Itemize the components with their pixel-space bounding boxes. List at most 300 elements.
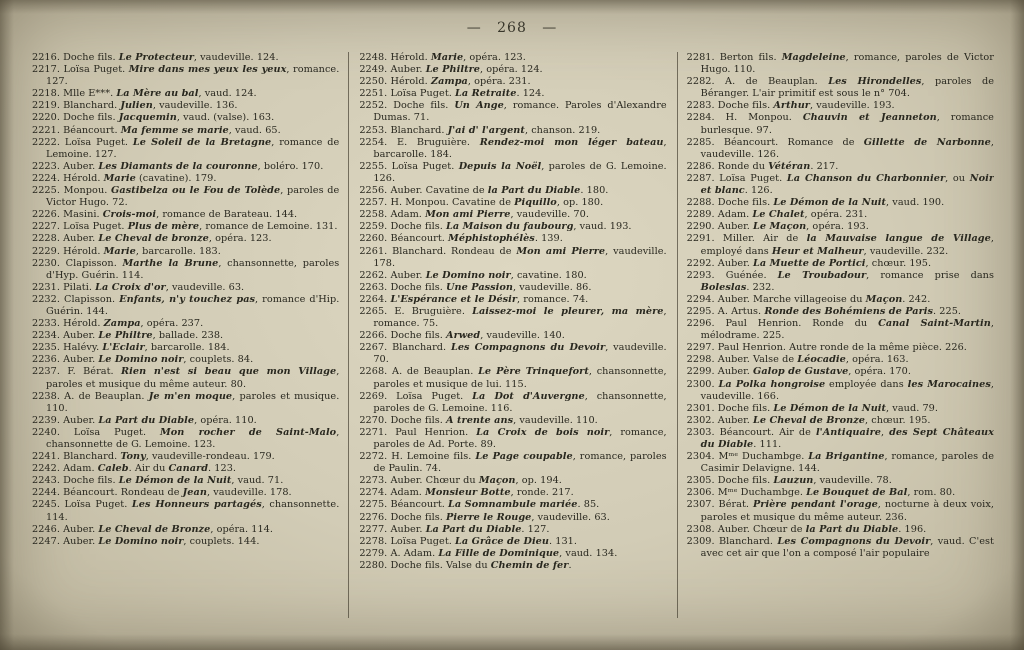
index-entry [32, 100, 339, 112]
work-title: Zampa [430, 76, 468, 88]
scan-shadow-left [0, 0, 14, 650]
work-title: Gillette de Narbonne [863, 136, 991, 148]
entry-text: , barcarolle. 183. [135, 245, 221, 257]
index-entry [359, 524, 666, 536]
entry-text: 2278. Loïsa Puget. [359, 535, 456, 547]
entry-text: 2265. E. Bruguière. [359, 305, 473, 317]
index-entry [687, 427, 994, 451]
index-entry [32, 88, 339, 100]
index-entry [32, 499, 339, 523]
entry-text: 2289. Adam. [686, 209, 753, 221]
entry-text: . 180. [580, 185, 609, 197]
index-entry [687, 366, 994, 378]
work-title: Les Honneurs partagés [131, 499, 262, 511]
work-title: Plus de mère [127, 221, 200, 233]
index-entry [32, 52, 339, 64]
entry-text: 2238. A. de Beauplan. [32, 390, 149, 402]
entry-text: 2301. Doche fils. [686, 402, 774, 414]
entry-text: , barcarolle. 184. [144, 342, 230, 354]
work-title: La Maison du faubourg [446, 221, 574, 233]
work-title: La Dot d'Auvergne [472, 390, 585, 402]
entry-text: 2269. Loïsa Puget. [359, 390, 473, 402]
entry-text: , vaud. 134. [559, 547, 618, 559]
index-entry [359, 161, 666, 185]
work-title: Le Philtre [98, 330, 153, 342]
entry-text: , paroles et musique du même auteur. 80. [46, 366, 340, 390]
work-title: Mire dans mes yeux les yeux [128, 64, 287, 76]
entry-text: 2270. Doche fils. [359, 414, 447, 426]
entry-text: , chœur. 195. [865, 257, 932, 269]
entry-text: 2225. Monpou. [32, 185, 112, 197]
entry-text: 2306. Mᵐᵉ Duchambge. [686, 487, 807, 499]
entry-text: , paroles de Béranger. L'air primitif est sous le n° 704. [700, 76, 994, 100]
index-entry [32, 330, 339, 342]
work-title: la Part du Diable [805, 523, 899, 535]
entry-text: , romance. 75. [373, 305, 667, 330]
work-title: La Croix de bois noir [476, 426, 610, 438]
index-entry [687, 197, 994, 209]
entry-text: , vaudeville. 136. [152, 100, 238, 112]
entry-text: , barcarolle. 184. [373, 136, 667, 160]
entry-text: 2271. Paul Henrion. [359, 426, 477, 438]
entry-text: 2282. A. de Beauplan. [686, 76, 829, 88]
entry-text: 2267. Blanchard. [359, 342, 451, 354]
entry-text: . [568, 559, 572, 571]
index-entry [359, 391, 666, 415]
work-title: La Muette de Portici [753, 257, 866, 269]
index-entry [32, 185, 339, 209]
work-title: Marthe la Brune [122, 257, 219, 269]
entry-text: 2294. Auber. Marche villageoise du [686, 293, 866, 305]
entry-text: 2240. Loïsa Puget. [32, 426, 160, 438]
work-title: Un Ange [454, 100, 504, 112]
work-title: La Somnambule mariée [448, 499, 578, 511]
index-entry [359, 100, 666, 124]
entry-text: (cavatine). 179. [135, 172, 217, 184]
work-title: Les Compagnons du Devoir [450, 342, 606, 354]
entry-text: . 196. [898, 523, 927, 535]
entry-text: , [880, 426, 890, 438]
entry-text: 2308. Auber. Chœur de [686, 523, 806, 535]
entry-text: . 127. [521, 523, 550, 535]
entry-text: 2298. Auber. Valse de [686, 354, 798, 366]
index-entry [359, 233, 666, 245]
index-entry [687, 451, 994, 475]
work-title: les Marocaines [907, 378, 991, 390]
index-entry [687, 499, 994, 523]
index-entry [359, 185, 666, 197]
entry-text: 2297. Paul Henrion. Autre ronde de la même pièce. 226. [686, 342, 967, 354]
entry-text: , romance de Barateau. 144. [156, 209, 298, 221]
entry-text: , chansonnette, paroles et musique de lui. 115. [373, 366, 667, 390]
work-title: Les Hirondelles [828, 76, 922, 88]
work-title: A trente ans [446, 414, 514, 426]
work-title: la Mauvaise langue de Village [806, 233, 991, 245]
work-title: Méphistophélès [448, 233, 535, 245]
entry-text: 2304. Mᵐᵉ Duchambge. [686, 451, 809, 463]
entry-text: , romance. 127. [46, 64, 340, 88]
entry-text: , opéra. 123. [463, 52, 526, 63]
work-title: Les Diamants de la couronne [98, 160, 258, 172]
entry-text: 2226. Masini. [32, 209, 103, 221]
index-entry [359, 209, 666, 221]
index-entry [687, 475, 994, 487]
entry-text: 2275. Béancourt. [359, 499, 449, 511]
entry-text: 2243. Doche fils. [32, 475, 119, 487]
entry-text: 2242. Adam. [32, 463, 98, 475]
work-title: La Brigantine [808, 451, 885, 463]
work-title: Canal Saint-Martin [878, 318, 991, 330]
column-middle [348, 52, 677, 618]
entry-text: , rom. 80. [907, 487, 956, 499]
work-title: Marie [103, 172, 136, 184]
entry-text: . 123. [208, 463, 237, 475]
index-entry [687, 52, 994, 76]
work-title: Le Père Trinquefort [478, 366, 589, 378]
entry-text: 2234. Auber. [32, 330, 99, 342]
entry-text: , cavatine. 180. [510, 269, 587, 281]
entry-text: 2290. Auber. [686, 221, 754, 233]
entry-text: 2236. Auber. [32, 354, 99, 366]
index-entry [359, 342, 666, 366]
work-title: La Chanson du Charbonnier [786, 172, 946, 184]
entry-text: , vaud. 190. [886, 197, 945, 209]
work-title: Pierre le Rouge [446, 511, 532, 523]
entry-text: 2253. Blanchard. [359, 124, 448, 136]
index-entry [32, 258, 339, 282]
index-entry [359, 76, 666, 88]
entry-text: 2223. Auber. [32, 160, 99, 172]
entry-text: 2262. Auber. [359, 269, 426, 281]
work-title: Vétéran [768, 160, 811, 172]
index-entry [687, 342, 994, 354]
index-entry [32, 391, 339, 415]
entry-text: 2227. Loïsa Puget. [32, 221, 128, 233]
entry-text: , romance burlesque. 97. [700, 112, 994, 136]
entry-text: 2247. Auber. [32, 535, 99, 547]
entry-text: . 232. [746, 281, 775, 293]
entry-text: , vaudeville. 124. [193, 52, 279, 63]
entry-text: , romance de Lemoine. 127. [46, 136, 340, 160]
work-title: Rien n'est si beau que mon Village [121, 366, 337, 378]
entry-text: . 139. [534, 233, 563, 245]
index-entry [359, 306, 666, 330]
text-columns [32, 52, 994, 618]
work-title: Le Troubadour [777, 269, 867, 281]
index-entry [687, 258, 994, 270]
entry-text: . 111. [753, 439, 782, 450]
entry-text: , vaud. 65. [228, 124, 281, 136]
work-title: Caleb [97, 463, 129, 475]
entry-text: , romance prise dans [866, 269, 994, 281]
index-entry [32, 463, 339, 475]
work-title: Le Maçon [753, 221, 807, 233]
index-entry [32, 173, 339, 185]
entry-text: , paroles de Victor Hugo. 72. [46, 185, 340, 209]
entry-text: , op. 180. [556, 197, 604, 209]
entry-text: , paroles de G. Lemoine. 126. [373, 160, 667, 184]
entry-text: 2303. Béancourt. Air de [686, 426, 816, 438]
entry-text: , opéra. 231. [804, 209, 868, 221]
entry-text: 2237. F. Bérat. [32, 366, 122, 378]
index-entry [687, 173, 994, 197]
work-title: des Sept Châteaux du Diable [700, 426, 994, 450]
index-entry [359, 366, 666, 390]
entry-text: 2220. Doche fils. [32, 112, 119, 124]
index-entry [359, 499, 666, 511]
entry-text: 2264. [359, 293, 391, 305]
entry-text: 2272. H. Lemoine fils. [359, 451, 476, 463]
entry-text: 2286. Ronde du [686, 160, 769, 172]
work-title: Léocadie [797, 354, 846, 366]
work-title: La Part du Diable [425, 523, 522, 535]
entry-text: 2245. Loïsa Puget. [32, 499, 132, 511]
work-title: Le Philtre [425, 64, 480, 76]
work-title: Magdeleine [781, 52, 846, 63]
entry-text: 2219. Blanchard. [32, 100, 121, 112]
entry-text: 2273. Auber. Chœur du [359, 475, 479, 487]
entry-text: 2307. Bérat. [686, 499, 753, 511]
entry-text: 2251. Loïsa Puget. [359, 88, 456, 100]
entry-text: 2222. Loïsa Puget. [32, 136, 133, 148]
index-entry [359, 282, 666, 294]
index-entry [687, 294, 994, 306]
entry-text: , chanson. 219. [524, 124, 601, 136]
index-entry [359, 451, 666, 475]
work-title: Arthur [773, 100, 810, 112]
work-title: Mon ami Pierre [516, 245, 606, 257]
index-entry [359, 125, 666, 137]
entry-text: , romance, paroles de Casimir Delavigne. 144. [700, 451, 994, 475]
work-title: Le Cheval de bronze [98, 233, 209, 245]
entry-text: 2249. Auber. [359, 64, 426, 76]
entry-text: 2285. Béancourt. Romance de [686, 136, 864, 148]
index-entry [359, 548, 666, 560]
entry-text: 2239. Auber. [32, 414, 99, 426]
entry-text: , vaud. C'est avec cet air que l'on a composé l'air populaire [700, 535, 994, 559]
entry-text: 2221. Béancourt. [32, 124, 121, 136]
entry-text: 2258. Adam. [359, 209, 426, 221]
index-entry [687, 524, 994, 536]
index-entry [32, 161, 339, 173]
entry-text: , romance. Paroles d'Alexandre Dumas. 71. [373, 100, 667, 124]
index-entry [32, 294, 339, 318]
entry-text: , romance, paroles de Paulin. 74. [373, 451, 667, 475]
entry-text: 2266. Doche fils. [359, 330, 447, 342]
work-title: Les Compagnons du Devoir [777, 535, 931, 547]
entry-text: , romance, paroles de Victor Hugo. 110. [700, 52, 994, 76]
scan-shadow-right [1010, 0, 1024, 650]
index-entry [32, 354, 339, 366]
work-title: Le Protecteur [118, 52, 194, 63]
work-title: J'ai d' l'argent [447, 124, 525, 136]
work-title: Crois-moi [102, 209, 157, 221]
work-title: La Mère au bal [116, 88, 199, 100]
work-title: Chemin de fer [490, 559, 569, 571]
entry-text: . 85. [577, 499, 600, 511]
entry-text: 2256. Auber. Cavatine de [359, 185, 488, 197]
index-entry [687, 209, 994, 221]
index-entry [359, 536, 666, 548]
index-entry [32, 427, 339, 451]
entry-text: 2241. Blanchard. [32, 451, 121, 463]
work-title: Zampa [103, 318, 141, 330]
work-title: Le Soleil de la Bretagne [132, 136, 272, 148]
entry-text: , vaud. 79. [886, 402, 939, 414]
work-title: Le Démon de la Nuit [773, 197, 887, 209]
entry-text: 2235. Halévy. [32, 342, 103, 354]
work-title: Le Démon de la Nuit [773, 402, 887, 414]
work-title: Gastibelza ou le Fou de Tolède [111, 185, 281, 197]
entry-text: 2300. [686, 378, 719, 390]
entry-text: , couplets. 84. [183, 354, 254, 366]
index-entry [32, 475, 339, 487]
work-title: Marie [430, 52, 464, 63]
entry-text: , opéra. 123. [208, 233, 272, 245]
column-left [32, 52, 348, 618]
index-entry [32, 451, 339, 463]
entry-text: 2293. Guénée. [686, 269, 778, 281]
index-entry [687, 415, 994, 427]
entry-text: . 126. [744, 185, 773, 197]
column-right [678, 52, 994, 618]
entry-text: , romance. 74. [517, 293, 589, 305]
index-entry [359, 197, 666, 209]
work-title: Lauzun [773, 475, 814, 487]
entry-text: , chansonnette, paroles d'Hyp. Guérin. 114. [46, 257, 340, 281]
index-entry [359, 512, 666, 524]
index-entry [32, 233, 339, 245]
entry-text: 2287. Loïsa Puget. [686, 172, 787, 184]
entry-text: 2255. Loïsa Puget. [359, 160, 459, 172]
index-entry [32, 366, 339, 390]
entry-text: 2279. A. Adam. [359, 547, 439, 559]
entry-text: , vaudeville. 63. [165, 281, 245, 293]
index-entry [359, 221, 666, 233]
entry-text: . 124. [516, 88, 545, 100]
entry-text: 2218. Mlle E***. [32, 88, 117, 100]
index-entry [359, 294, 666, 306]
work-title: Mon ami Pierre [425, 209, 511, 221]
index-entry [687, 100, 994, 112]
index-entry [32, 536, 339, 548]
scan-shadow-top [0, 0, 1024, 14]
entry-text: , vaudeville. 78. [813, 475, 892, 487]
work-title: Le Page coupable [475, 451, 573, 463]
work-title: Maçon [865, 293, 903, 305]
index-entry [687, 270, 994, 294]
index-entry [359, 415, 666, 427]
work-title: Monsieur Botte [425, 487, 511, 499]
index-entry [32, 415, 339, 427]
entry-text: 2254. E. Bruguière. [359, 136, 480, 148]
entry-text: 2283. Doche fils. [686, 100, 774, 112]
entry-text: 2292. Auber. [686, 257, 754, 269]
work-title: Le Démon de la Nuit [118, 475, 232, 487]
index-entry [687, 354, 994, 366]
entry-text: , chansonnette de G. Lemoine. 123. [46, 426, 340, 450]
work-title: La Fille de Dominique [438, 547, 560, 559]
entry-text: , vaud. (valse). 163. [176, 112, 275, 124]
work-title: Le Domino noir [425, 269, 511, 281]
work-title: La Part du Diable [98, 414, 195, 426]
entry-text: , employé dans [700, 233, 994, 257]
entry-text: , chansonnette. 114. [46, 499, 340, 523]
entry-text: 2302. Auber. [686, 414, 754, 426]
entry-text: , vaud. 124. [198, 88, 257, 100]
entry-text: , vaudeville-rondeau. 179. [145, 451, 275, 463]
work-title: Maçon [478, 475, 516, 487]
index-entry [359, 487, 666, 499]
work-title: Boleslas [700, 281, 747, 293]
entry-text: 2276. Doche fils. [359, 511, 447, 523]
entry-text: , ronde. 217. [510, 487, 574, 499]
entry-text: 2257. H. Monpou. Cavatine de [359, 197, 515, 209]
work-title: Enfants, n'y touchez pas [119, 293, 256, 305]
entry-text: . 217. [810, 160, 839, 172]
index-entry [32, 64, 339, 88]
entry-text: 2260. Béancourt. [359, 233, 449, 245]
work-title: Je m'en moque [148, 390, 233, 402]
work-title: Piquillo [514, 197, 557, 209]
work-title: Mon rocher de Saint-Malo [160, 426, 337, 438]
index-entry [32, 246, 339, 258]
entry-text: , vaudeville. 110. [513, 414, 598, 426]
entry-text: , paroles et musique. 110. [46, 390, 340, 414]
entry-text: 2296. Paul Henrion. Ronde du [686, 318, 879, 330]
entry-text: 2309. Blanchard. [686, 535, 778, 547]
entry-text: 2229. Hérold. [32, 245, 104, 257]
entry-text: 2261. Blanchard. Rondeau de [359, 245, 517, 257]
entry-text: . 242. [902, 293, 931, 305]
entry-text: , opéra. 110. [194, 414, 257, 426]
entry-text: , opéra. 163. [845, 354, 909, 366]
index-entry [687, 161, 994, 173]
entry-text: , vaudeville. 126. [700, 136, 994, 160]
work-title: Tony [120, 451, 146, 463]
entry-text: 2284. H. Monpou. [686, 112, 803, 124]
entry-text: , mélodrame. 225. [700, 318, 994, 342]
work-title: Depuis la Noël [458, 160, 542, 172]
entry-text: 2233. Hérold. [32, 318, 104, 330]
index-entry [687, 112, 994, 136]
entry-text: 2268. A. de Beauplan. [359, 366, 479, 378]
index-entry [687, 403, 994, 415]
entry-text: , vaudeville. 178. [206, 487, 292, 499]
entry-text: , vaud. 71. [231, 475, 284, 487]
entry-text: , opéra. 193. [806, 221, 869, 233]
entry-text: 2295. A. Artus. [686, 305, 765, 317]
entry-text: , vaudeville. 63. [531, 511, 610, 523]
index-entry [359, 52, 666, 64]
entry-text: , vaudeville. 232. [863, 245, 949, 257]
index-entry [32, 209, 339, 221]
index-entry [32, 221, 339, 233]
work-title: Arwed [446, 330, 481, 342]
entry-text: , ballade. 238. [152, 330, 224, 342]
entry-text: 2244. Béancourt. Rondeau de [32, 487, 183, 499]
work-title: Jean [182, 487, 207, 499]
index-entry [32, 318, 339, 330]
work-title: La Croix d'or [95, 281, 166, 293]
index-entry [32, 137, 339, 161]
entry-text: 2299. Auber. [686, 366, 754, 378]
page-number: — 268 — [466, 20, 558, 36]
work-title: La Polka hongroise [718, 378, 826, 390]
index-entry [32, 524, 339, 536]
entry-text: , ou [945, 172, 970, 184]
work-title: Le Cheval de Bronze [98, 523, 211, 535]
